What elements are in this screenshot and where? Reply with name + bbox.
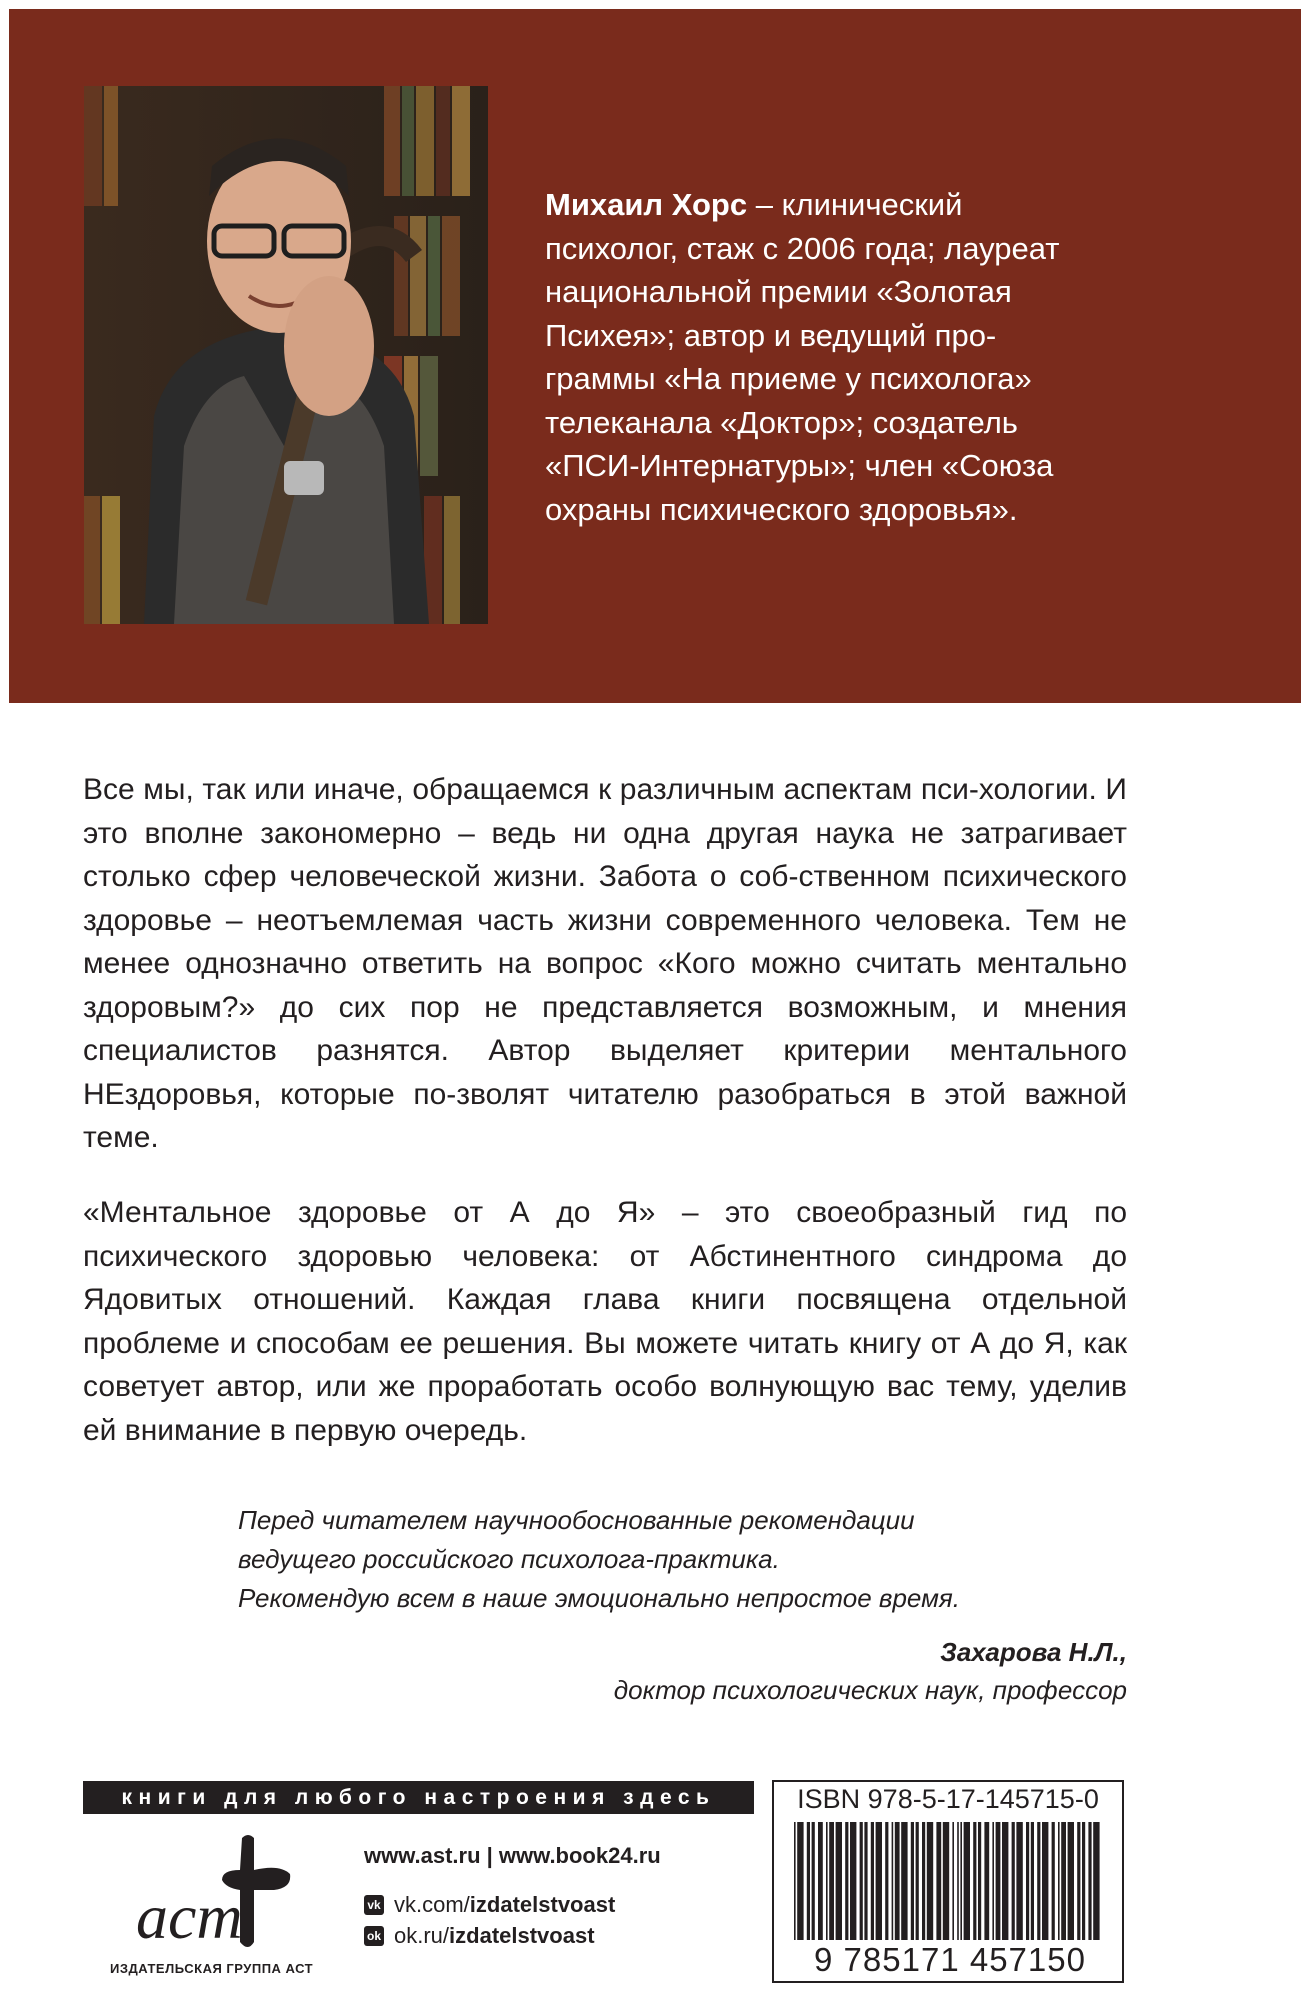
isbn-label: ISBN 978-5-17-145715-0 (797, 1784, 1099, 1814)
barcode-bar (927, 1822, 933, 1940)
barcode-bar (1093, 1822, 1099, 1940)
barcode-bar (885, 1822, 888, 1940)
barcode-bar (960, 1822, 962, 1940)
barcode-bars (790, 1822, 1110, 1940)
barcode-bar (850, 1822, 856, 1940)
publisher-tagline: книги для любого настроения здесь (83, 1781, 754, 1814)
barcode-bar (860, 1822, 863, 1940)
bio-line: «ПСИ-Интернатуры»; член «Союза (545, 448, 1054, 483)
barcode-bar (936, 1822, 941, 1940)
barcode-bar (1037, 1822, 1040, 1940)
ok-icon: ok (364, 1926, 384, 1946)
quote-line: ведущего российского психолога-практика. (238, 1544, 780, 1574)
barcode-bar (1061, 1822, 1066, 1940)
barcode-bar (957, 1822, 959, 1940)
quote-author-title: доктор психологических наук, профессор (613, 1675, 1127, 1705)
publisher-caption: ИЗДАТЕЛЬСКАЯ ГРУППА АСТ (110, 1961, 314, 1976)
barcode-bar (984, 1822, 989, 1940)
barcode-bar (876, 1822, 882, 1940)
barcode-bar (1077, 1822, 1080, 1940)
barcode-bar (864, 1822, 867, 1940)
barcode-bar (807, 1822, 810, 1940)
author-portrait-image (84, 86, 488, 624)
barcode-bar (1058, 1822, 1060, 1940)
description-paragraph-2: «Ментальное здоровье от А до Я» – это своеобразный гид по психического здоровью человека: от Абстинентного синдрома до Ядовитых отношений. Каждая глава книги посвящена отдельной проблеме и способам ее решения. Вы можете читать книгу от А до Я, как советует автор, или же проработать особо волнующую вас тему, уделив ей внимание в первую очередь. (83, 1196, 1127, 1447)
barcode-bar (952, 1822, 954, 1940)
barcode-bar (922, 1822, 925, 1940)
barcode-bar (973, 1822, 976, 1940)
barcode-bar (1068, 1822, 1074, 1940)
endorsement-quote (238, 1501, 1128, 1618)
quote-line: Перед читателем научнообоснованные рекомендации (238, 1505, 915, 1535)
barcode-bar (1052, 1822, 1055, 1940)
barcode-bar (829, 1822, 834, 1940)
author-bio (545, 183, 1115, 531)
author-photo (84, 86, 488, 624)
vk-icon: vk (364, 1895, 384, 1915)
logo-text: аст (136, 1881, 243, 1952)
barcode-bar (916, 1822, 919, 1940)
barcode-bar (1012, 1822, 1015, 1940)
barcode-number: 9 785171 457150 (814, 1941, 1086, 1978)
author-name: Михаил Хорс (545, 187, 748, 222)
ast-logo-icon (130, 1830, 300, 1960)
publisher-logo (130, 1830, 300, 1960)
barcode-bar (1026, 1822, 1029, 1940)
barcode-bar (818, 1822, 823, 1940)
barcode-bar (978, 1822, 981, 1940)
barcode-bar (794, 1822, 796, 1940)
bio-line: граммы «На приеме у психолога» (545, 361, 1032, 396)
description-paragraph-1: Все мы, так или иначе, обращаемся к различным аспектам пси-хологии. И это вполне закономерно – ведь ни одна другая наука не затрагивает столько сфер человеческой жизни. Забота о соб-ственном психического здоровье – неотъемлемая часть жизни современного человека. Тем не менее однозначно ответить на вопрос «Кого можно считать ментально здоровым?» до сих пор не представляется возможным, и мнения специалистов разнятся. Автор выделяет критерии ментального НЕздоровья, которые по-зволят читателю разобраться в этой важной теме. (83, 773, 1127, 1154)
barcode-bar (812, 1822, 815, 1940)
barcode-bar (845, 1822, 848, 1940)
barcode-bar (1088, 1822, 1091, 1940)
barcode-bar (1082, 1822, 1085, 1940)
barcode-bar (901, 1822, 907, 1940)
barcode-bar (871, 1822, 874, 1940)
barcode-bar (892, 1822, 894, 1940)
barcode-bar (826, 1822, 828, 1940)
barcode-bar (992, 1822, 994, 1940)
publisher-websites[interactable]: www.ast.ru | www.book24.ru (364, 1843, 661, 1868)
bio-line: телеканала «Доктор»; создатель (545, 404, 1018, 440)
barcode-bar (836, 1822, 842, 1940)
barcode-bar (1016, 1822, 1022, 1940)
bio-line: национальной премии «Золотая (545, 274, 1012, 309)
vk-link[interactable]: vk vk.com/ izdatelstvoast (364, 1892, 615, 1918)
quote-line: Рекомендую всем в наше эмоционально непростое время. (238, 1583, 961, 1613)
barcode-bar (797, 1822, 803, 1940)
barcode-bar (1042, 1822, 1048, 1940)
barcode-bar (996, 1822, 1001, 1940)
isbn-barcode (772, 1780, 1124, 1983)
barcode-bar (895, 1822, 900, 1940)
bio-line: Михаил Хорс – клинический (545, 187, 963, 222)
quote-author: Захарова Н.Л., (940, 1637, 1127, 1667)
barcode-bar (964, 1822, 970, 1940)
bio-line: психолог, стаж с 2006 года; лауреат (545, 230, 1060, 266)
barcode-bar (1031, 1822, 1034, 1940)
barcode-bar (1002, 1822, 1008, 1940)
barcode-bar (943, 1822, 949, 1940)
bio-line: охраны психического здоровья». (545, 491, 1018, 527)
ok-link[interactable]: ok ok.ru/ izdatelstvoast (364, 1923, 595, 1949)
barcode-bar (911, 1822, 914, 1940)
bio-line: Психея»; автор и ведущий про- (545, 317, 997, 353)
